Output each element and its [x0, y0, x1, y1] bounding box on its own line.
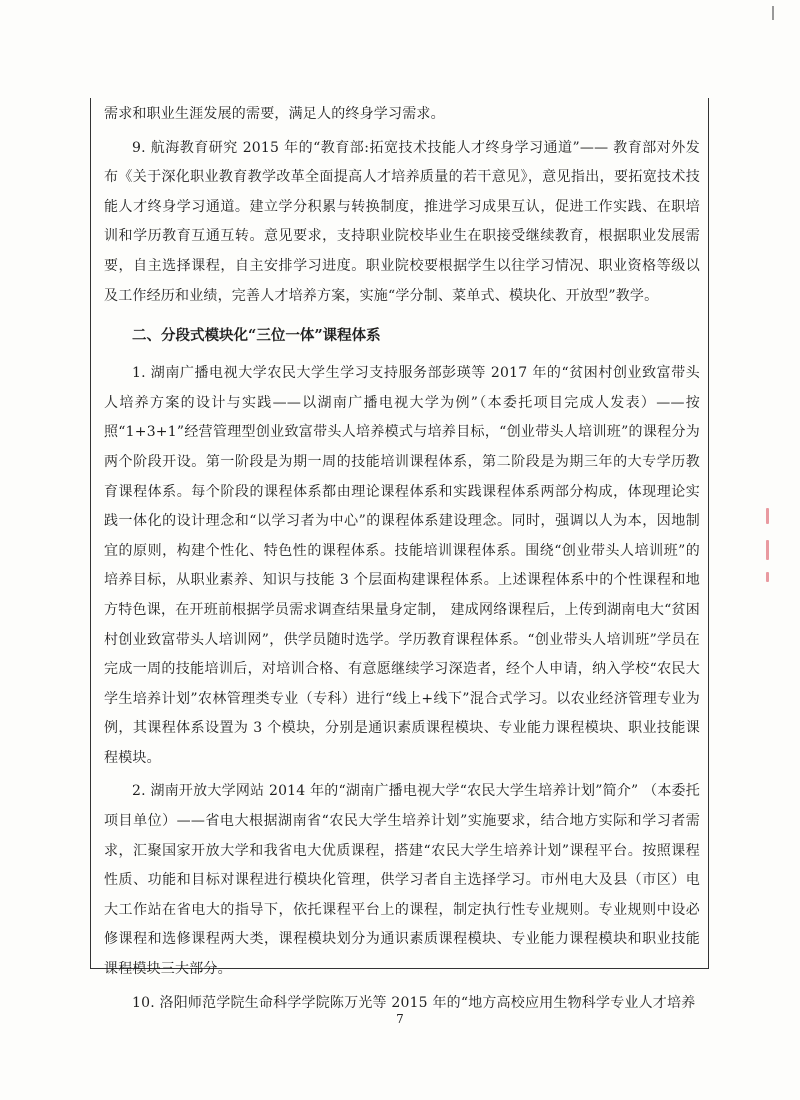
document-body [104, 100, 700, 1022]
scan-speck [772, 6, 774, 20]
item-9-paragraph: 9. 航海教育研究 2015 年的“教育部:拓宽技术技能人才终身学习通道”—— 教育部对外发布《关于深化职业教育教学改革全面提高人才培养质量的若干意见》，意见指出，要拓宽技术技能人才终身学习通道。建立学分积累与转换制度，推进学习成果互认，促进工作实践、在职培训和学历教育互通互转。意见要求，支持职业院校毕业生在职接受继续教育，根据职业发展需要，自主选择课程，自主安排学习进度。职业院校要根据学生以往学习情况、职业资格等级以及工作经历和业绩，完善人才培养方案，实施“学分制、菜单式、模块化、开放型”教学。 [104, 139, 700, 304]
item-1-paragraph: 1. 湖南广播电视大学农民大学生学习支持服务部彭瑛等 2017 年的“贫困村创业致富带头人培养方案的设计与实践——以湖南广播电视大学为例”（本委托项目完成人发表）——按照“1+3+1”经营管理型创业致富带头人培养模式与培养目标，“创业带头人培训班”的课程分为两个阶段开设。第一阶段是为期一周的技能培训课程体系，第二阶段是为期三年的大专学历教育课程体系。每个阶段的课程体系都由理论课程体系和实践课程体系两部分构成，体现理论实践一体化的设计理念和“以学习者为中心”的课程体系建设理念。同时，强调以人为本，因地制宜的原则，构建个性化、特色性的课程体系。技能培训课程体系。围绕“创业带头人培训班”的培养目标，从职业素养、知识与技能 3 个层面构建课程体系。上述课程体系中的个性课程和地方特色课，在开班前根据学员需求调查结果量身定制， 建成网络课程后，上传到湖南电大“贫困村创业致富带头人培训网”，供学员随时选学。学历教育课程体系。“创业带头人培训班”学员在完成一周的技能培训后，对培训合格、有意愿继续学习深造者，经个人申请，纳入学校“农民大学生培养计划”农林管理类专业（专科）进行“线上+线下”混合式学习。以农业经济管理专业为例，其课程体系设置为 3 个模块，分别是通识素质课程模块、专业能力课程模块、职业技能课程模块。 [104, 365, 700, 766]
section-heading: 二、分段式模块化“三位一体”课程体系 [132, 327, 381, 345]
page-number: 7 [396, 1012, 404, 1026]
continuation-paragraph: 需求和职业生涯发展的需要，满足人的终身学习需求。 [104, 106, 445, 122]
margin-stamp-mark [766, 572, 769, 582]
margin-stamp-mark [766, 540, 769, 560]
item-2-paragraph: 2. 湖南开放大学网站 2014 年的“湖南广播电视大学“农民大学生培养计划”简介” （本委托项目单位）——省电大根据湖南省“农民大学生培养计划”实施要求，结合地方实际和学习者需求，汇聚国家开放大学和我省电大优质课程，搭建“农民大学生培养计划”课程平台。按照课程性质、功能和目标对课程进行模块化管理，供学习者自主选择学习。市州电大及县（市区）电大工作站在省电大的指导下，依托课程平台上的课程，制定执行性专业规则。专业规则中设必修课程和选修课程两大类，课程模块划分为通识素质课程模块、专业能力课程模块和职业技能课程模块三大部分。 [104, 783, 700, 978]
margin-stamp-mark [766, 508, 769, 524]
item-10-paragraph: 10. 洛阳师范学院生命科学学院陈万光等 2015 年的“地方高校应用生物科学专业人才培养 [132, 994, 696, 1011]
